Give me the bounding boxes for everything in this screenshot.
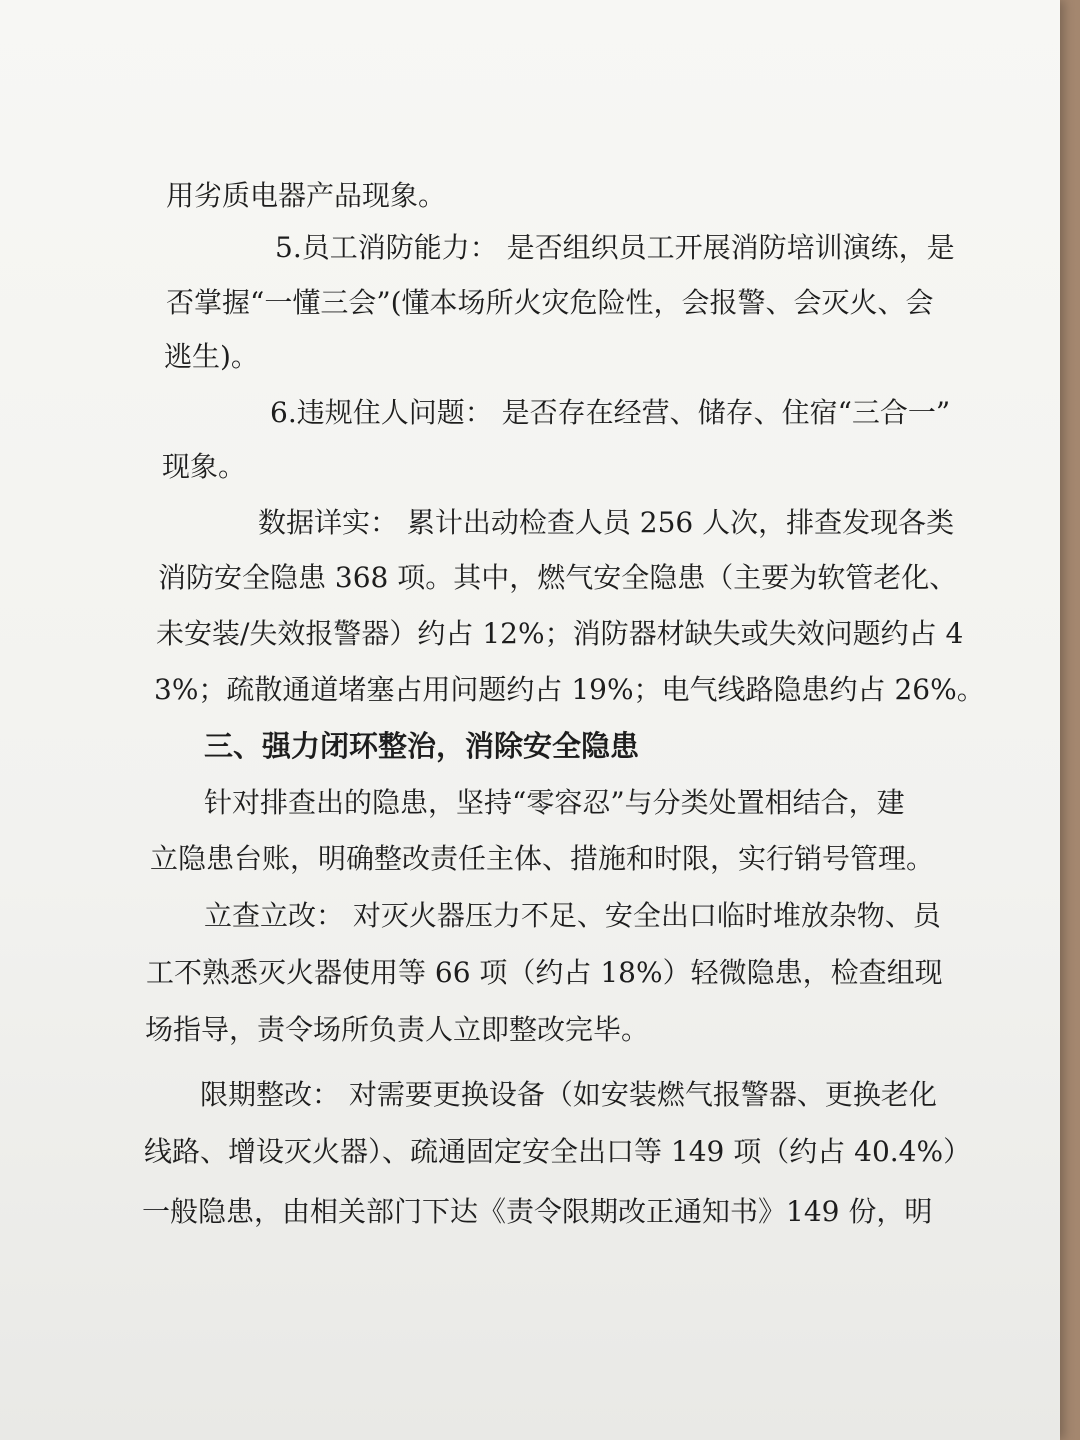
- text-line: 6.违规住人问题： 是否存在经营、储存、住宿“三合一”: [270, 396, 951, 429]
- text-line: 5.员工消防能力： 是否组织员工开展消防培训演练，是: [275, 231, 955, 264]
- text-line: 3%；疏散通道堵塞占用问题约占 19%；电气线路隐患约占 26%。: [154, 673, 985, 706]
- text-line: 场指导，责令场所负责人立即整改完毕。: [145, 1013, 650, 1046]
- text-line: 消防安全隐患 368 项。其中，燃气安全隐患（主要为软管老化、: [158, 561, 958, 594]
- text-line: 针对排查出的隐患，坚持“零容忍”与分类处置相结合，建: [204, 786, 905, 819]
- section-heading: 三、强力闭环整治，消除安全隐患: [204, 729, 640, 763]
- text-line: 未安装/失效报警器）约占 12%；消防器材缺失或失效问题约占 4: [156, 617, 964, 650]
- text-line: 现象。: [162, 450, 247, 483]
- text-line: 逃生)。: [164, 340, 259, 373]
- text-line: 立查立改： 对灭火器压力不足、安全出口临时堆放杂物、员: [204, 899, 941, 932]
- text-line: 限期整改： 对需要更换设备（如安装燃气报警器、更换老化: [200, 1078, 937, 1111]
- text-line: 用劣质电器产品现象。: [166, 179, 447, 212]
- text-line: 立隐患台账，明确整改责任主体、措施和时限，实行销号管理。: [150, 842, 935, 875]
- text-line: 否掌握“一懂三会”(懂本场所火灾危险性，会报警、会灭火、会: [166, 286, 934, 319]
- text-line: 一般隐患，由相关部门下达《责令限期改正通知书》149 份，明: [142, 1195, 933, 1228]
- text-line: 线路、增设灭火器）、疏通固定安全出口等 149 项（约占 40.4%）: [144, 1135, 972, 1168]
- text-line: 工不熟悉灭火器使用等 66 项（约占 18%）轻微隐患，检查组现: [146, 956, 943, 989]
- text-line: 数据详实： 累计出动检查人员 256 人次，排查发现各类: [258, 506, 955, 539]
